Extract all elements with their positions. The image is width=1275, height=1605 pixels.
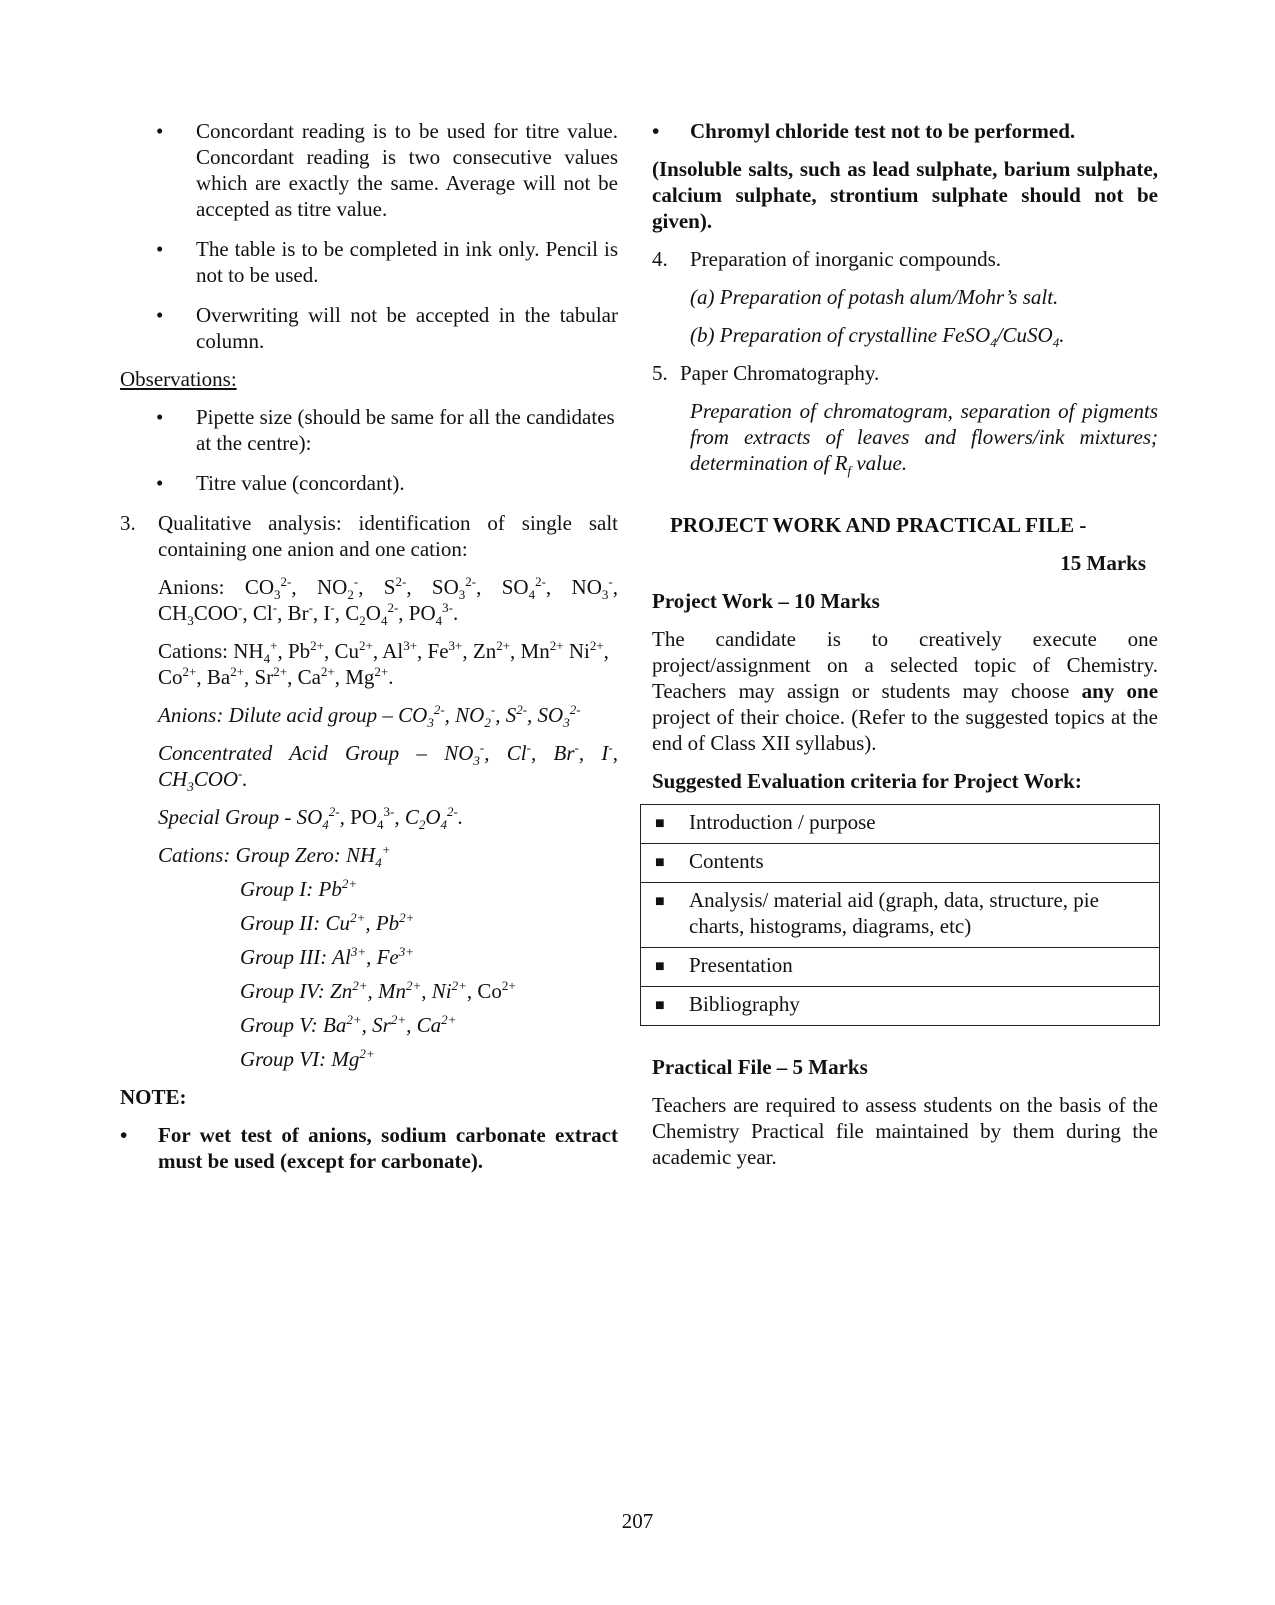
cations-group-4: Group IV: $Zn^{2+}$, $Mn^{2+}$, $Ni^{2+}$, $Co^{2+}$ — [240, 978, 516, 1003]
bullet-text: Pipette size (should be same for all the candidates at the centre): — [196, 405, 615, 455]
note-heading: NOTE: — [120, 1085, 187, 1109]
bullet-icon: • — [156, 237, 164, 261]
item-4a: (a) Preparation of potash alum/Mohr’s salt. — [690, 285, 1059, 309]
table-cell: ■ Contents — [641, 844, 1160, 883]
bullet-text: Titre value (concordant). — [196, 471, 405, 495]
square-bullet-icon: ■ — [655, 854, 665, 871]
table-row — [641, 987, 1160, 1026]
page-number: 207 — [621, 1509, 654, 1533]
practical-file-heading: Practical File – 5 Marks — [652, 1055, 868, 1079]
observations-heading: Observations: — [120, 367, 237, 391]
table-row — [641, 844, 1160, 883]
bullet-icon: • — [156, 471, 164, 495]
numbered-item-3 — [120, 510, 618, 562]
list-item — [120, 470, 618, 496]
cations-group-3: Group III: $Al^{3+}$, $Fe^{3+}$ — [240, 944, 415, 969]
chromyl-bullet: • Chromyl chloride test not to be performed. — [652, 119, 1076, 143]
numbered-item-5 — [652, 360, 1158, 386]
bullet-text: The table is to be completed in ink only. Pencil is not to be used. — [196, 237, 618, 287]
bullet-icon: • — [120, 1123, 128, 1147]
item-4b: (b) Preparation of crystalline FeSO$_4$/CuSO$_4$. — [690, 323, 1065, 351]
bullet-icon: • — [156, 303, 164, 327]
cations-group-1: Group I: $Pb^{2+}$ — [240, 876, 358, 901]
bullet-icon: • — [156, 405, 164, 429]
note-text: For wet test of anions, sodium carbonate extract must be used (except for carbonate). — [158, 1123, 618, 1173]
cations-group-zero: Cations: Group Zero: $NH_4^+$ — [158, 842, 391, 871]
table-row — [641, 883, 1160, 948]
cations-group-2: Group II: $Cu^{2+}$, $Pb^{2+}$ — [240, 910, 415, 935]
item-number: 4. — [652, 247, 668, 271]
cations-group-5: Group V: $Ba^{2+}$, $Sr^{2+}$, $Ca^{2+}$ — [240, 1012, 457, 1037]
square-bullet-icon: ■ — [655, 997, 665, 1014]
square-bullet-icon: ■ — [655, 893, 665, 910]
project-heading: PROJECT WORK AND PRACTICAL FILE - — [670, 513, 1087, 537]
anions-line: Anions: $CO_3^{2-}$, $NO_2^-$, $S^{2-}$, $SO_3^{2-}$, $SO_4^{2-}$, $NO_3^-$, $CH_3COO^-$, Cl-, Br-, I-, $C_2O_4^{2-}$, $PO_4^{3-}$. — [158, 574, 618, 629]
bullet-icon: • — [156, 119, 164, 143]
cations-line: Cations: $NH_4^+$, $Pb^{2+}$, $Cu^{2+}$, $Al^{3+}$, $Fe^{3+}$, $Zn^{2+}$, $Mn^{2+}$ $Ni^{2+}$, $Co^{2+}$, $Ba^{2+}$, $Sr^{2+}$, $Ca^{2+}$, $Mg^{2+}$. — [158, 638, 609, 689]
project-work-text: The candidate is to creatively execute one project/assignment on a selected topic of Chemistry. Teachers may assign or students may choose any one project of their choice. (Refer to the suggested topics at the end of Class XII syllabus). — [652, 627, 1159, 755]
list-item — [120, 236, 618, 288]
list-item — [120, 404, 618, 456]
list-item — [120, 302, 618, 354]
item-text: Preparation of inorganic compounds. — [690, 247, 1002, 271]
table-row — [641, 805, 1160, 844]
numbered-item-4 — [652, 246, 1158, 272]
item-number: 5. — [652, 361, 668, 385]
table-cell: ■ Introduction / purpose — [641, 805, 1160, 844]
item-text: Qualitative analysis: identification of single salt containing one anion and one cation: — [158, 511, 618, 561]
project-marks: 15 Marks — [1060, 551, 1146, 575]
bullet-text: Overwriting will not be accepted in the tabular column. — [196, 303, 618, 353]
bullet-text: Concordant reading is to be used for titre value. Concordant reading is two consecutive values which are exactly the same. Average will not be accepted as titre value. — [196, 119, 618, 221]
item-text: Paper Chromatography. — [680, 361, 880, 385]
criteria-heading: Suggested Evaluation criteria for Project Work: — [652, 769, 1082, 793]
list-item — [120, 118, 618, 222]
note-bullet — [120, 1122, 618, 1174]
item-5-description: Preparation of chromatogram, separation of pigments from extracts of leaves and flowers/ink mixtures; determination of $R_f$ value. — [690, 399, 1158, 479]
square-bullet-icon: ■ — [655, 815, 665, 832]
table-cell: ■ Bibliography — [641, 987, 1160, 1026]
table-cell: ■ Presentation — [641, 948, 1160, 987]
cations-group-6: Group VI: $Mg^{2+}$ — [240, 1046, 375, 1071]
insoluble-salts-note: (Insoluble salts, such as lead sulphate, barium sulphate, calcium sulphate, strontium sulphate should not be given). — [652, 157, 1158, 233]
left-column — [120, 118, 618, 1174]
item-number: 3. — [120, 511, 136, 535]
concentrated-acid-group: Concentrated Acid Group – $NO_3^-$, Cl-, Br-, I-, $CH_3COO^-$. — [158, 740, 619, 795]
right-column — [652, 118, 1158, 1170]
bullet-icon: • — [652, 119, 660, 143]
special-group: Special Group - $SO_4^{2-}$, $PO_4^{3-}$, $C_2O_4^{2-}$. — [158, 804, 464, 833]
practical-file-text: Teachers are required to assess students on the basis of the Chemistry Practical file maintained by them during the academic year. — [652, 1093, 1158, 1169]
dilute-acid-group: Anions: Dilute acid group – $CO_3^{2-}$, $NO_2^-$, $S^{2-}$, $SO_3^{2-}$ — [158, 702, 581, 731]
table-cell: ■ Analysis/ material aid (graph, data, structure, pie charts, histograms, diagrams, etc) — [641, 883, 1160, 948]
project-work-heading: Project Work – 10 Marks — [652, 589, 880, 613]
table-row — [641, 948, 1160, 987]
square-bullet-icon: ■ — [655, 958, 665, 975]
evaluation-criteria-table — [640, 804, 1160, 1026]
